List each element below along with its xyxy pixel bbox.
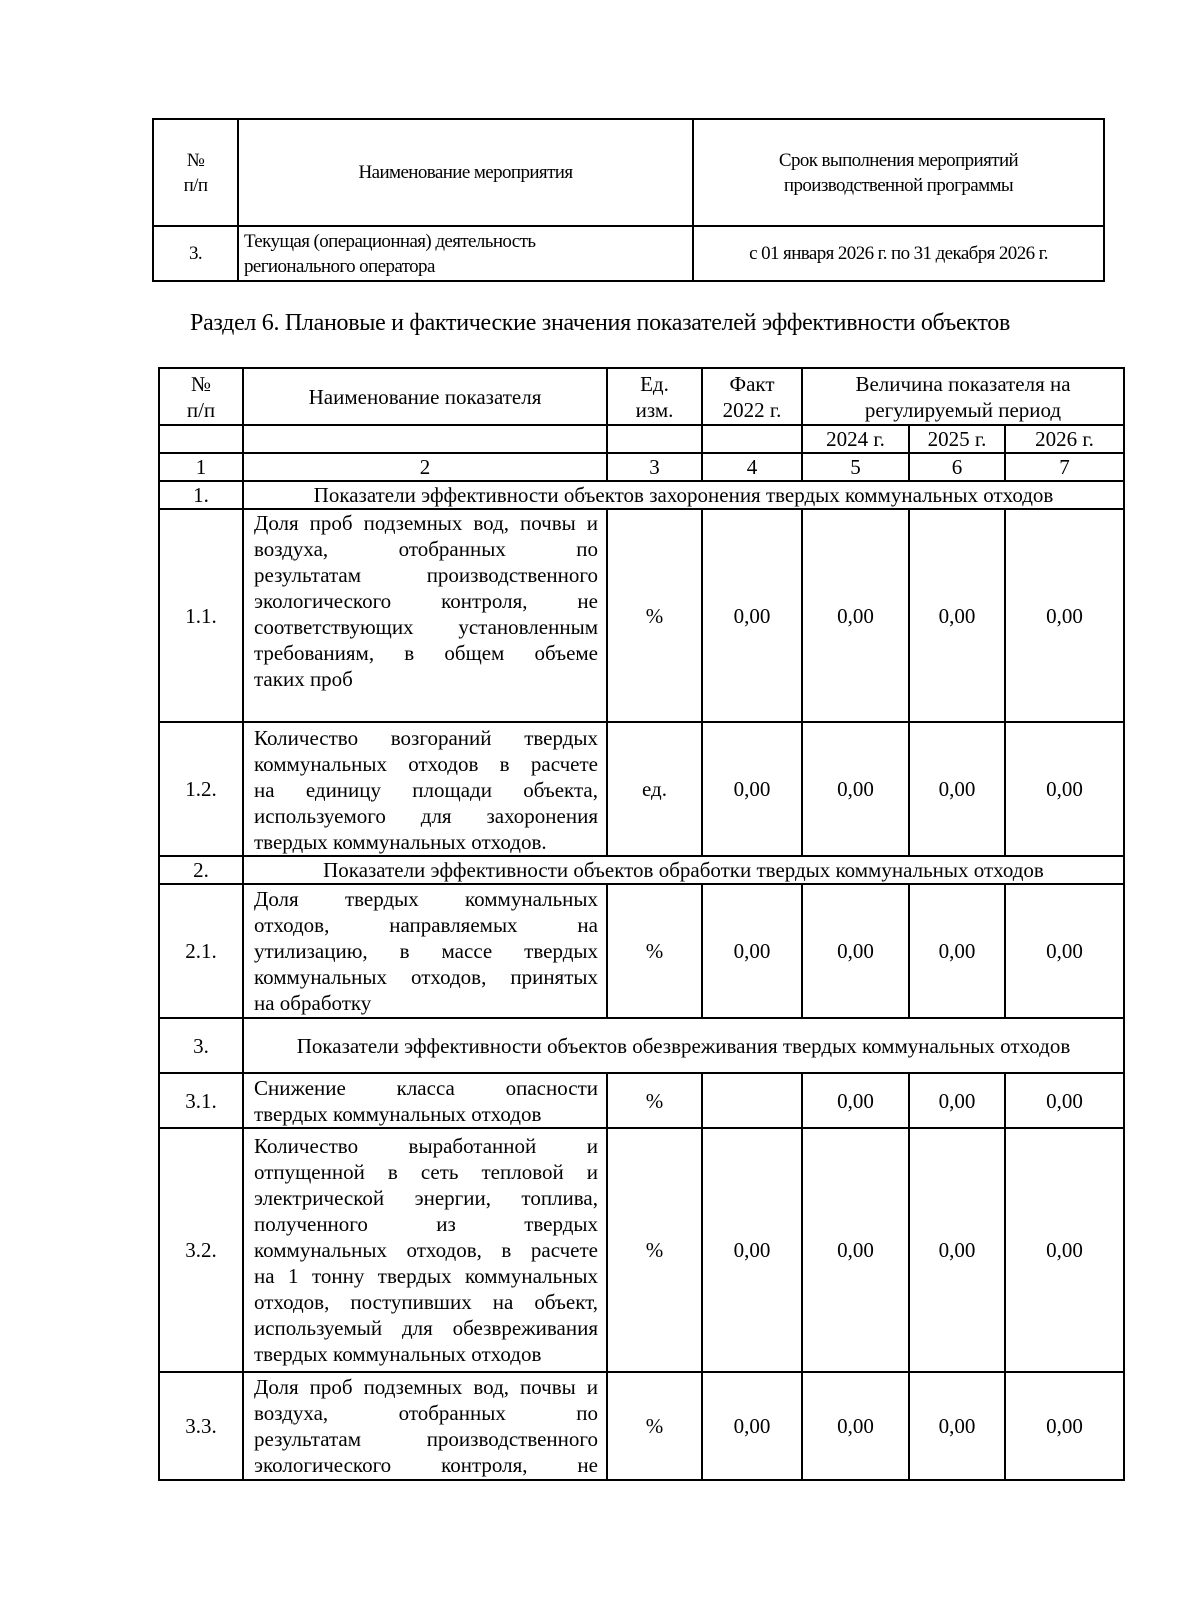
col-number: 6 [909,453,1005,481]
row-2024: 0,00 [802,1073,909,1128]
header-period: Величина показателя на регулируемый период [802,368,1124,425]
row-2024: 0,00 [802,1372,909,1480]
row-2026: 0,00 [1005,1372,1124,1480]
row-num: 3.1. [159,1073,243,1128]
row-2026: 0,00 [1005,1073,1124,1128]
indicators-table [158,367,1125,1481]
row-fact: 0,00 [702,884,802,1018]
row-term: с 01 января 2026 г. по 31 декабря 2026 г. [693,226,1104,281]
row-fact: 0,00 [702,509,802,722]
row-unit: ед. [607,722,702,856]
row-2025: 0,00 [909,1073,1005,1128]
header-name: Наименование мероприятия [238,119,693,226]
table-row [159,884,1124,1018]
row-num: 1.1. [159,509,243,722]
row-2024: 0,00 [802,722,909,856]
row-2024: 0,00 [802,509,909,722]
col-number: 5 [802,453,909,481]
row-unit: % [607,884,702,1018]
row-name: Снижение класса опасности твердых коммунальных отходов [243,1073,607,1128]
table-row [159,722,1124,856]
table-header-row [153,119,1104,226]
row-2025: 0,00 [909,884,1005,1018]
activities-table [152,118,1105,282]
group-title: Показатели эффективности объектов обезвреживания твердых коммунальных отходов [243,1018,1124,1073]
row-unit: % [607,509,702,722]
header-num: № п/п [153,119,238,226]
header-name: Наименование показателя [243,368,607,425]
row-2026: 0,00 [1005,722,1124,856]
col-number: 4 [702,453,802,481]
group-title: Показатели эффективности объектов обработки твердых коммунальных отходов [243,856,1124,884]
row-fact: 0,00 [702,722,802,856]
group-row [159,856,1124,884]
table-row [159,1372,1124,1480]
col-number: 2 [243,453,607,481]
row-name: Текущая (операционная) деятельность регионального оператора [238,226,693,281]
header-num: № п/п [159,368,243,425]
table-row [159,509,1124,722]
header-unit: Ед. изм. [607,368,702,425]
row-name: Доля твердых коммунальных отходов, направляемых на утилизацию, в массе твердых коммунальных отходов, принятых на обработку [243,884,607,1018]
header-2026: 2026 г. [1005,425,1124,453]
row-fact [702,1073,802,1128]
row-num: 3. [153,226,238,281]
row-name: Количество выработанной и отпущенной в сеть тепловой и электрической энергии, топлива, полученного из твердых коммунальных отходов, в расчете на 1 тонну твердых коммунальных отходов, поступивших на объект, используемый для обезвреживания твердых коммунальных отходов [243,1128,607,1372]
row-num: 1.2. [159,722,243,856]
row-2025: 0,00 [909,1372,1005,1480]
row-2024: 0,00 [802,884,909,1018]
table-row [159,1073,1124,1128]
row-2025: 0,00 [909,509,1005,722]
header-term: Срок выполнения мероприятий производственной программы [693,119,1104,226]
row-num: 3.2. [159,1128,243,1372]
group-num: 1. [159,481,243,509]
header-fact: Факт 2022 г. [702,368,802,425]
col-number: 7 [1005,453,1124,481]
row-2025: 0,00 [909,722,1005,856]
row-name: Доля проб подземных вод, почвы и воздуха, отобранных по результатам производственного экологического контроля, не соответствующих установленным требованиям, в общем объеме таких проб [243,509,607,722]
section-title: Раздел 6. Плановые и фактические значения показателей эффективности объектов [190,310,1010,336]
header-2025: 2025 г. [909,425,1005,453]
group-title: Показатели эффективности объектов захоронения твердых коммунальных отходов [243,481,1124,509]
row-unit: % [607,1073,702,1128]
row-name: Доля проб подземных вод, почвы и воздуха, отобранных по результатам производственного экологического контроля, не [243,1372,607,1480]
col-number: 3 [607,453,702,481]
row-num: 2.1. [159,884,243,1018]
row-2026: 0,00 [1005,1128,1124,1372]
column-numbers-row [159,453,1124,481]
table-header-years-row [159,425,1124,453]
group-row [159,1018,1124,1073]
row-2024: 0,00 [802,1128,909,1372]
row-2026: 0,00 [1005,509,1124,722]
row-fact: 0,00 [702,1372,802,1480]
group-num: 3. [159,1018,243,1073]
table-row [159,1128,1124,1372]
group-num: 2. [159,856,243,884]
group-row [159,481,1124,509]
table-row [153,226,1104,281]
row-2025: 0,00 [909,1128,1005,1372]
row-name: Количество возгораний твердых коммунальных отходов в расчете на единицу площади объекта, используемого для захоронения твердых коммунальных отходов. [243,722,607,856]
row-num: 3.3. [159,1372,243,1480]
row-unit: % [607,1372,702,1480]
table-header-row [159,368,1124,425]
row-fact: 0,00 [702,1128,802,1372]
col-number: 1 [159,453,243,481]
row-2026: 0,00 [1005,884,1124,1018]
header-2024: 2024 г. [802,425,909,453]
row-unit: % [607,1128,702,1372]
